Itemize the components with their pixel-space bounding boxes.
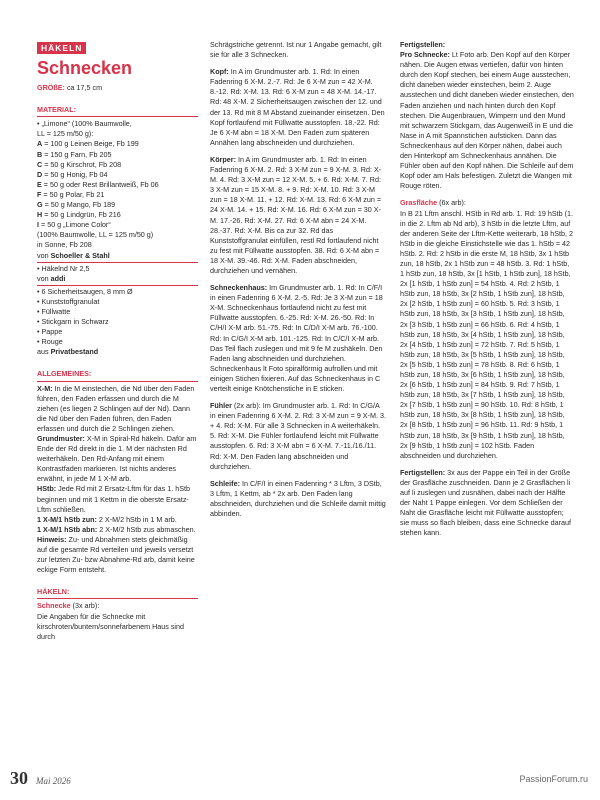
house-section: Schneckenhaus: Im Grundmuster arb. 1. Rd: In C/F/I in einen Fadenring 6 X-M. 2.-5. Rd: Je 3 X-M zun = 18 X-M. Schneckenhaus fortlaufend nicht zu fest mit Füllwatte ausstopfen. 6.-25. Rd: X-M. 26.-50. Rd: In C/H/I X-M arb. 51.-75. Rd: In C/D/I X-M arb. 76.-100. Rd: In C/G/I X-M arb. 101.-125. Rd: In C/C/I X-M arb. Das Teil flach zuslegen und mit 9 fe M zushäkeln. Den Faden lang abschneiden und durchziehen. Schneckenhaus lt Foto spiralförmig aufrollen und mit einigen Stichen fixieren. Auf das Schneckenhaus in C verteilt einige Knötchenstiche in E sticken. (210, 283, 383, 393)
material-yarn2b: in Sonne, Fb 208 (37, 240, 92, 250)
hook-item: • Häkelnd Nr 2,5 (37, 264, 198, 274)
loop-section: Schleife: In C/F/I in einen Fadenring * 3 Lftm, 3 DStb, 3 Lftm, 1 Kettm, ab * 2x arb. Den Faden lang abschneiden, durchziehen und die Schleife damit mittig abbinden. (210, 478, 386, 519)
general-xm: X-M: In die M einstechen, die Nd über den Faden führen, den Faden erfassen und durch die M ziehen (es liegen 2 Schlingen auf der Nd). Dann die Nd über den Faden führen, den Faden erfassen und durch die 2 Schlingen ziehen. (37, 383, 195, 433)
grass-heading: Grasfläche (6x arb): (400, 198, 466, 208)
general-grundmuster: Grundmuster: X-M in Spiral-Rd häkeln. Dafür am Ende der Rd direkt in die 1. M der nächsten Rd weiterhäkeln. Den Rd-Anfang mit einem Kontrastfaden markieren. Ist nichts anderes erwähnt, in jede M 1 X-M arb. (37, 434, 197, 484)
color-item: F = 50 g Polar, Fb 21 (37, 189, 105, 199)
page-footer (10, 768, 71, 789)
color-item: B = 150 g Farn, Fb 205 (37, 149, 112, 159)
source-line-1: von Schoeller & Stahl (37, 250, 110, 260)
material-item: • Kunststoffgranulat (37, 297, 198, 307)
snail-heading: Schnecke (3x arb): (37, 601, 100, 611)
intro-text: Schrägstriche getrennt. Ist nur 1 Angabe gemacht, gilt sie für alle 3 Schnecken. (210, 40, 382, 60)
color-item: A = 100 g Leinen Beige, Fb 199 (37, 139, 139, 149)
color-item: G = 50 g Mango, Fb 189 (37, 200, 116, 210)
finish-section: Pro Schnecke: Lt Foto arb. Den Kopf auf den Körper nähen. Die Augen etwas vertiefen, dafür von hinten durch den Kopf stechen, bei einem Auge ausstechen, dicht daneben wieder einstechen, beim 2. Auge ausstechen und dicht daneben wieder einstechen, den Faden anziehen und nach hinten durch den Kopf stechen. Die Augenbrauen, Wimpern und den Mund mit schwarzem Stickgarn, das Augenweiß in E und die Nase in A mit Spannstichen aufsticken. Dann das Schneckenhaus auf den Körper nähen, dabei auch den Hinterkopf am Schneckenhaus annähen. Die Fühler oben auf den Kopf nähen. Die Schleife auf dem Kopf oder am Hals befestigen. Zuletzt die Wangen mit Rouge röten. (400, 50, 574, 191)
page-number: 30 (10, 768, 28, 788)
general-abn: 1 X-M/1 hStb abn: 2 X-M/2 hStb zus abmaschen. (37, 524, 196, 534)
color-list (37, 139, 198, 230)
source-line-2: von addi (37, 273, 66, 283)
color-item: C = 50 g Kirschrot, Fb 208 (37, 159, 122, 169)
color-item: I = 50 g „Limone Color“ (37, 220, 111, 230)
grass-section: In B 21 Lftm anschl. HStb in Rd arb. 1. Rd: 19 hStb (1. in die 2. Lftm ab Nd arb), 3 hStb in die letzte Lftm, auf der anderen Seite der Lftm-Kette weiterarb, 18 hStb, 2 hStb in die gleiche Einstichstelle wie das 1. hStb = 42 hStb. 2. Rd: 2 hStb in die erste M, 18 hStb, 3x 1 hStb zun, 18 hStb, 2x 1 hStb zun = 48 hStb. 3. Rd: 1 hStb, 1 hStb zun, 18 hStb, 3x [1 hStb, 1 hStb zun], 18 hStb, 2x [1 hStb, 1 hStb zun] = 54 hStb. 4. Rd: 2 hStb, 1 hStb zun, 18 hStb, 3x [2 hStb, 1 hStb zun], 18 hStb, 2x [2 hStb, 1 hStb zun] = 60 hStb. 5. Rd: 3 hStb, 1 hStb zun, 18 hStb, 3x [3 hStb, 1 hStb zun], 18 hStb, 2x [3 hStb, 1 hStb zun] = 66 hStb. 6. Rd: 4 hStb, 1 hStb zun, 18 hStb, 3x [4 hStb, 1 hStb zun], 18 hStb, 2x [4 hStb, 1 hStb zun] = 72 hStb. 7. Rd: 5 hStb, 1 hStb zun, 18 hStb, 3x [5 hStb, 1 hStb zun], 18 hStb, 2x [5 hStb, 1 hStb zun] = 78 hStb. 8. Rd: 6 hStb, 1 hStb zun, 18 hStb, 3x [6 hStb, 1 hStb zun], 18 hStb, 2x [6 hStb, 1 hStb zun] = 84 hStb. 9. Rd: 7 hStb, 1 hStb zun, 18 hStb, 3x [7 hStb, 1 hStb zun], 18 hStb, 2x [7 hStb, 1 hStb zun] = 90 hStb. 10. Rd: 8 hStb, 1 hStb zun, 18 hStb, 3x [8 hStb, 1 hStb zun], 18 hStb, 2x [8 hStb, 1 hStb zun] = 96 hStb. 11. Rd: 9 hStb, 1 hStb zun, 18 hStb, 3x [9 hStb, 1 hStb zun], 18 hStb, 2x [9 hStb, 1 hStb zun] = 102 hStb. Faden abschneiden und durchziehen. (400, 208, 573, 460)
general-heading: ALLGEMEINES: (37, 369, 198, 381)
item-list (37, 287, 198, 348)
feeler-section: Fühler (2x arb): Im Grundmuster arb. 1. Rd: In C/G/A in einen Fadenring 6 X-M. 2. Rd: 3 X-M zun = 9 X-M. 3. + 4. Rd: X-M. Für alle 3 Schnecken in A weiterhäkeln. 5. Rd: X-M. Die Fühler fortlaufend leicht mit Füllwatte ausstopfen. 6. Rd: 3 X-M abn = 6 X-M. 7.-11./16./11. Rd: X-M. Den Faden lang abschneiden und durchziehen. (210, 401, 386, 471)
material-item: • Füllwatte (37, 307, 198, 317)
finish2-section: Fertigstellen: 3x aus der Pappe ein Teil in der Größe der Grasfläche zuschneiden. Dann je 2 Grasflächen li auf li zuslegen und zusnähen, dabei nach der Hälfte der Naht 1 Pappe einlegen. Vor dem Schließen der Naht die Grasfläche leicht mit Füllwatte ausstopfen; sie muss so flach bleiben, dass eine Schnecke darauf stehen kann. (400, 467, 572, 538)
material-item: • Pappe (37, 327, 198, 337)
head-section: Kopf: In A im Grundmuster arb. 1. Rd: In einen Fadenring 6 X-M. 2.-7. Rd: Je 6 X-M zun = 42 X-M. 8.-12. Rd: X-M. 13. Rd: 6 X-M zun = 48 X-M. 14.-17. Rd: 48 X-M. 2 Sicherheitsaugen zwischen der 12. und der 13. Rd mit 8 M Abstand zueinander einsetzen. Den Kopf fortlaufend mit Füllwatte ausstopfen. 18.-22. Rd: Je 6 X-M abn = 18 X-M. Den Faden zum späteren Annähen lang abschneiden und durchziehen. (210, 67, 385, 147)
general-hint: Hinweis: Zu- und Abnahmen stets gleichmäßig auf die gesamte Rd verteilen und jeweils versetzt zur letzten Zu- bzw Abnahme-Rd arb, damit keine eckige Form entsteht. (37, 534, 195, 575)
material-item: • Rouge (37, 337, 198, 347)
material-yarn1: • „Limone“ (100% Baumwolle, (37, 119, 198, 129)
crochet-heading: HÄKELN: (37, 587, 198, 599)
general-zun: 1 X-M/1 hStb zun: 2 X-M/2 hStb in 1 M arb. (37, 514, 177, 524)
color-item: D = 50 g Honig, Fb 04 (37, 169, 108, 179)
material-yarn1b: LL = 125 m/50 g): (37, 129, 94, 139)
watermark: PassionForum.ru (519, 774, 588, 784)
body-section: Körper: In A im Grundmuster arb. 1. Rd: In einen Fadenring 6 X-M. 2. Rd: 3 X-M zun = 9 X-M. 3. Rd: X-M. 4. Rd: 3 X-M zun = 12 X-M. 5. + 6. Rd: X-M. 7. Rd: 3 X-M zun = 15 X-M. 8. + 9. Rd: X-M. 10. Rd: 3 X-M zun = 18 X-M. 11. + 12. Rd: X-M. 13. Rd: 6 X-M zun = 24 X-M. 14. + 15. Rd: X-M. 16. Rd: 6 X-M zun = 30 X-M. 17.-26. Rd: X-M. 27. Rd: 6 X-M abn = 24 X-M. 28.-37. Rd: X-M. Bis ca zur 32. Rd das Kunststoffgranulat einfüllen, restl Rd fortlaufend nicht zu fest mit Füllwatte ausstopfen. 38. Rd: 6 X-M abn = 18 X-M. 39.-46. Rd: X-M. Faden abschneiden, durchziehen und vernähen. (210, 154, 382, 275)
issue-date: Mai 2026 (36, 776, 71, 786)
material-item: • Stickgarn in Schwarz (37, 317, 198, 327)
column-right (400, 40, 574, 539)
material-yarn2a: (100% Baumwolle, LL = 125 m/50 g) (37, 230, 154, 240)
material-item: • 6 Sicherheitsaugen, 8 mm Ø (37, 287, 198, 297)
color-item: H = 50 g Lindgrün, Fb 216 (37, 210, 121, 220)
color-item: E = 50 g oder Rest Brillantweiß, Fb 06 (37, 179, 159, 189)
section-tag: HÄKELN (37, 42, 86, 54)
column-left (37, 40, 198, 642)
page-title: Schnecken (37, 58, 133, 79)
general-hstb: HStb: Jede Rd mit 2 Ersatz-Lftm für das 1. hStb beginnen und mit 1 Kettm in die oberste Ersatz-Lftm schließen. (37, 484, 190, 514)
column-middle (210, 40, 386, 519)
finish-heading: Fertigstellen: (400, 40, 446, 49)
material-heading: MATERIAL: (37, 105, 198, 117)
source-line-3: aus Privatbestand (37, 347, 99, 357)
size-line: GRÖßE: ca 17,5 cm (37, 83, 103, 93)
snail-intro: Die Angaben für die Schnecke mit kirschroten/buntem/sonnefarbenem Haus sind durch (37, 611, 185, 641)
